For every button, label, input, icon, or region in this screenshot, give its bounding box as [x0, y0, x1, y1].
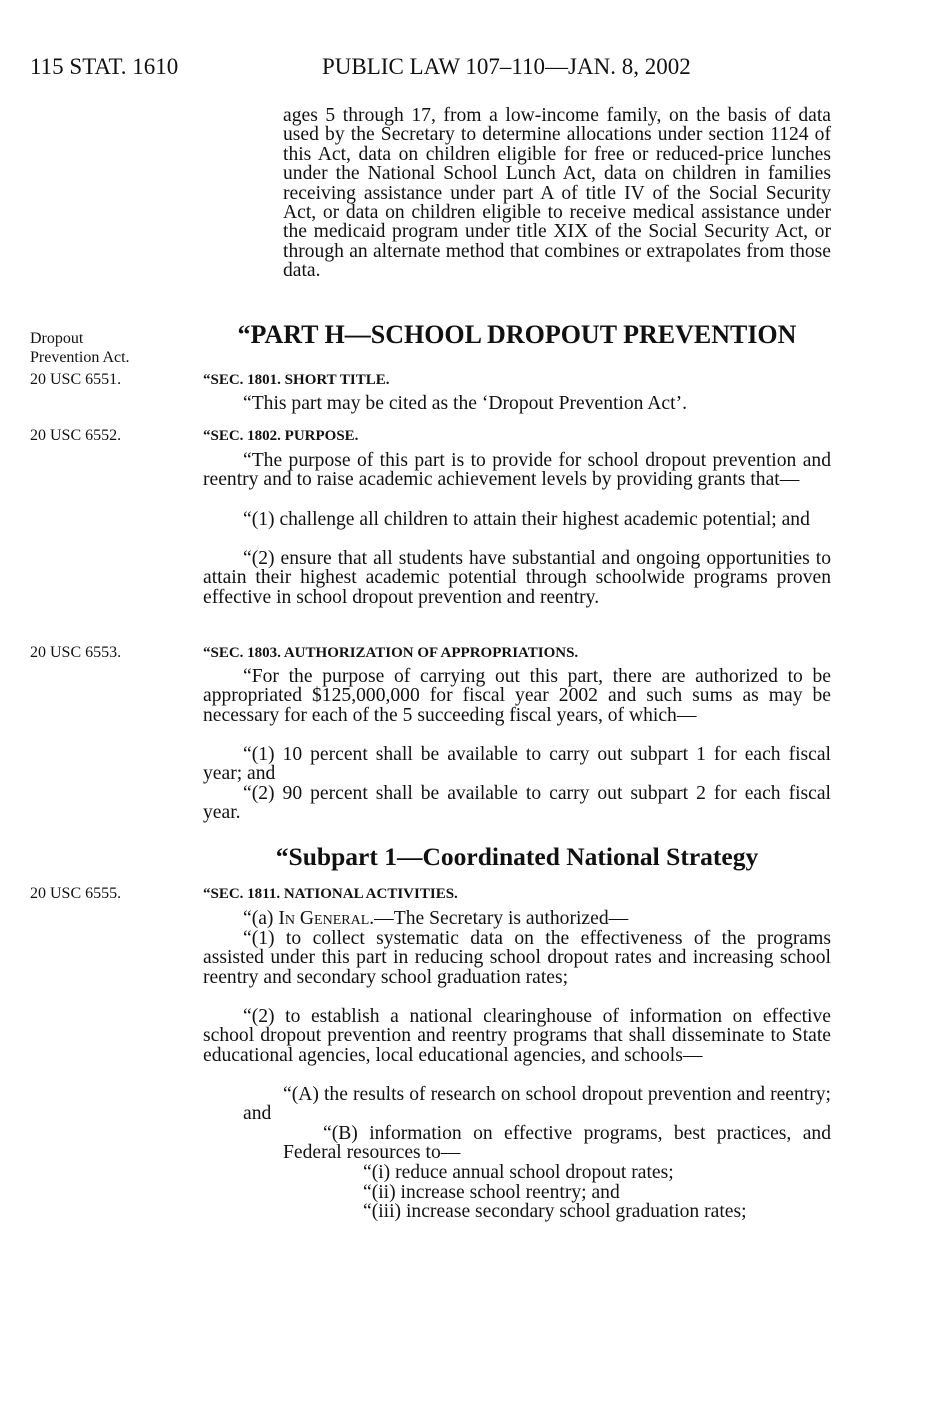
sec-1803-para-1: “(1) 10 percent shall be available to carry out subpart 1 for each fiscal year; and [203, 744, 831, 785]
public-law-citation: PUBLIC LAW 107–110—JAN. 8, 2002 [322, 54, 691, 79]
margin-note-dropout: Dropout [30, 330, 84, 347]
sec-1811-clause-ii: “(ii) increase school reentry; and [363, 1182, 620, 1203]
sec-1811-para-1: “(1) to collect systematic data on the effectiveness of the programs assisted under this part in reducing school dropout rates and increasing school reentry and secondary school graduation rates; [203, 928, 831, 988]
continuation-paragraph: ages 5 through 17, from a low-income family, on the basis of data used by the Secretary to determine allocations under section 1124 of this Act, data on children eligible for free or reduced-price lunches under the National School Lunch Act, data on children in families receiving assistance under part A of title IV of the Social Security Act, or data on children eligible to receive medical assistance under the medicaid program under title XIX of the Social Security Act, or through an alternate method that combines or extrapolates from those data. [283, 105, 831, 282]
sec-1811-subsection-a [203, 909, 831, 928]
sec-1811-para-a: “(A) the results of research on school dropout prevention and reentry; and [243, 1084, 831, 1125]
sec-1811-para-b: “(B) information on effective programs, best practices, and Federal resources to— [283, 1123, 831, 1164]
sec-1801-heading: “SEC. 1801. SHORT TITLE. [203, 372, 390, 388]
subsection-a-open: “(a) [243, 908, 279, 929]
margin-note-usc-6555: 20 USC 6555. [30, 885, 122, 902]
sec-1811-clause-iii: “(iii) increase secondary school graduation rates; [363, 1201, 747, 1222]
statute-page-number: 115 STAT. 1610 [30, 54, 179, 79]
margin-note-usc-6551: 20 USC 6551. [30, 371, 122, 388]
sec-1802-heading: “SEC. 1802. PURPOSE. [203, 428, 359, 444]
subpart-1-heading: “Subpart 1—Coordinated National Strategy [275, 842, 759, 871]
subsection-a-text: —The Secretary is authorized— [374, 908, 629, 929]
sec-1811-clause-i: “(i) reduce annual school dropout rates; [363, 1162, 674, 1183]
part-h-heading: “PART H—SCHOOL DROPOUT PREVENTION [237, 320, 797, 349]
sec-1802-para-2: “(2) ensure that all students have substantial and ongoing opportunities to attain their highest academic potential through schoolwide programs proven effective in school dropout prevention and reentry. [203, 548, 831, 608]
sec-1802-para-1: “(1) challenge all children to attain their highest academic potential; and [243, 509, 810, 530]
margin-note-usc-6552: 20 USC 6552. [30, 427, 122, 444]
margin-note-prevention-act: Prevention Act. [30, 349, 130, 366]
sec-1803-intro: “For the purpose of carrying out this part, there are authorized to be appropriated $125,000,000 for fiscal year 2002 and such sums as may be necessary for each of the 5 succeeding fiscal years, of which— [203, 666, 831, 726]
sec-1811-para-2: “(2) to establish a national clearinghouse of information on effective school dropout prevention and reentry programs that shall disseminate to State educational agencies, local educational agencies, and schools— [203, 1006, 831, 1066]
subsection-a-label: In General. [278, 908, 375, 929]
sec-1803-heading: “SEC. 1803. AUTHORIZATION OF APPROPRIATIONS. [203, 645, 579, 661]
sec-1811-heading: “SEC. 1811. NATIONAL ACTIVITIES. [203, 886, 458, 902]
sec-1803-para-2: “(2) 90 percent shall be available to carry out subpart 2 for each fiscal year. [203, 783, 831, 824]
sec-1801-text: “This part may be cited as the ‘Dropout Prevention Act’. [243, 393, 687, 414]
margin-note-usc-6553: 20 USC 6553. [30, 644, 122, 661]
sec-1802-intro: “The purpose of this part is to provide for school dropout prevention and reentry and to raise academic achievement levels by providing grants that— [203, 450, 831, 491]
